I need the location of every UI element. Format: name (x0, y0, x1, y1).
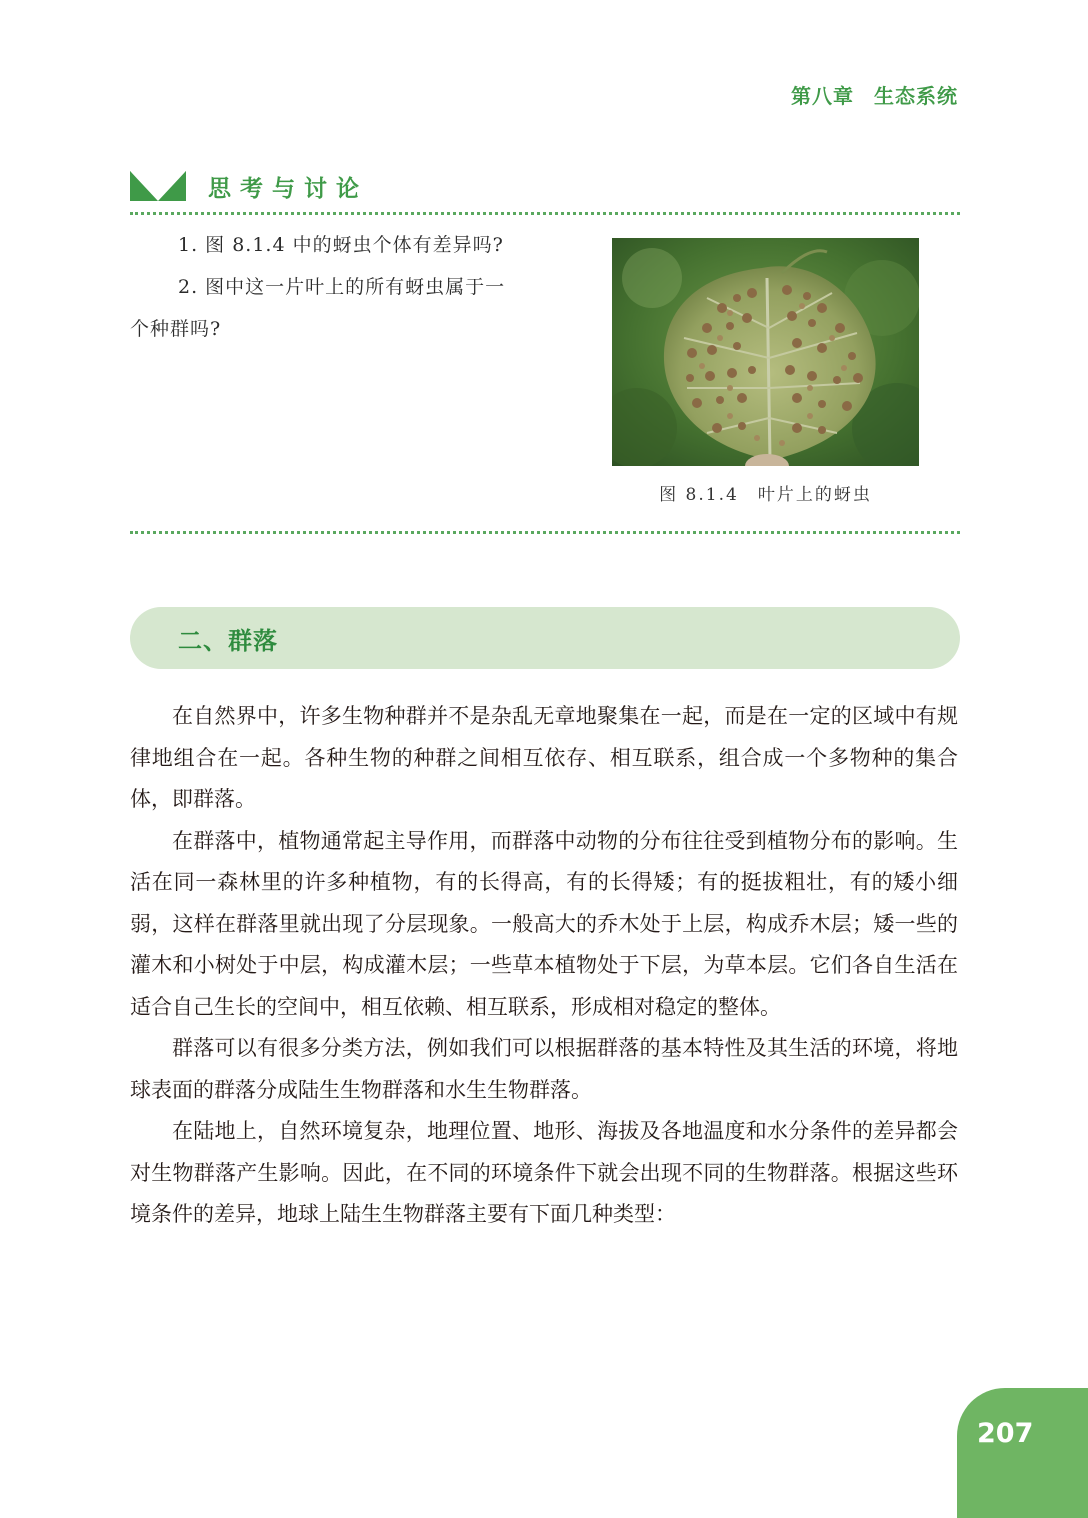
section-heading-bar (130, 607, 960, 669)
paragraph-2: 在群落中，植物通常起主导作用，而群落中动物的分布往往受到植物分布的影响。生活在同一森林里的许多种植物，有的长得高，有的长得矮；有的挺拔粗壮，有的矮小细弱，这样在群落里就出现了分层现象。一般高大的乔木处于上层，构成乔木层；矮一些的灌木和小树处于中层，构成灌木层；一些草本植物处于下层，为草本层。它们各自生活在适合自己生长的空间中，相互依赖、相互联系，形成相对稳定的整体。 (130, 828, 958, 1019)
mountain-icon (130, 171, 186, 201)
chapter-title: 生态系统 (874, 84, 958, 108)
question-2-text-line1: 2. 图中这一片叶上的所有蚜虫属于一 (178, 276, 506, 298)
body-text (130, 696, 958, 1236)
question-2-continued (130, 308, 580, 350)
question-1-text: 1. 图 8.1.4 中的蚜虫个体有差异吗? (178, 234, 504, 256)
discussion-heading (130, 168, 368, 204)
question-1 (130, 224, 580, 266)
paragraph-1: 在自然界中，许多生物种群并不是杂乱无章地聚集在一起，而是在一定的区域中有规律地组合在一起。各种生物的种群之间相互依存、相互联系，组合成一个多物种的集合体，即群落。 (130, 704, 958, 811)
section-title: 二、群落 (178, 627, 278, 655)
page-number-tab (957, 1388, 1088, 1518)
bottom-dotted-divider (130, 531, 960, 534)
paragraph-3: 群落可以有很多分类方法，例如我们可以根据群落的基本特性及其生活的环境，将地球表面的群落分成陆生生物群落和水生生物群落。 (130, 1036, 958, 1102)
figure-caption: 图 8.1.4 叶片上的蚜虫 (659, 485, 872, 505)
question-2 (130, 266, 580, 308)
question-2-text-line2: 个种群吗? (130, 318, 222, 340)
discussion-title: 思考与讨论 (208, 175, 368, 202)
top-dotted-divider (130, 212, 960, 215)
paragraph-4: 在陆地上，自然环境复杂，地理位置、地形、海拔及各地温度和水分条件的差异都会对生物群落产生影响。因此，在不同的环境条件下就会出现不同的生物群落。根据这些环境条件的差异，地球上陆生生物群落主要有下面几种类型： (130, 1119, 958, 1226)
aphid-leaf-photo (612, 238, 919, 466)
chapter-header (791, 80, 958, 109)
chapter-number: 第八章 (791, 84, 854, 108)
page-number: 207 (977, 1418, 1034, 1449)
